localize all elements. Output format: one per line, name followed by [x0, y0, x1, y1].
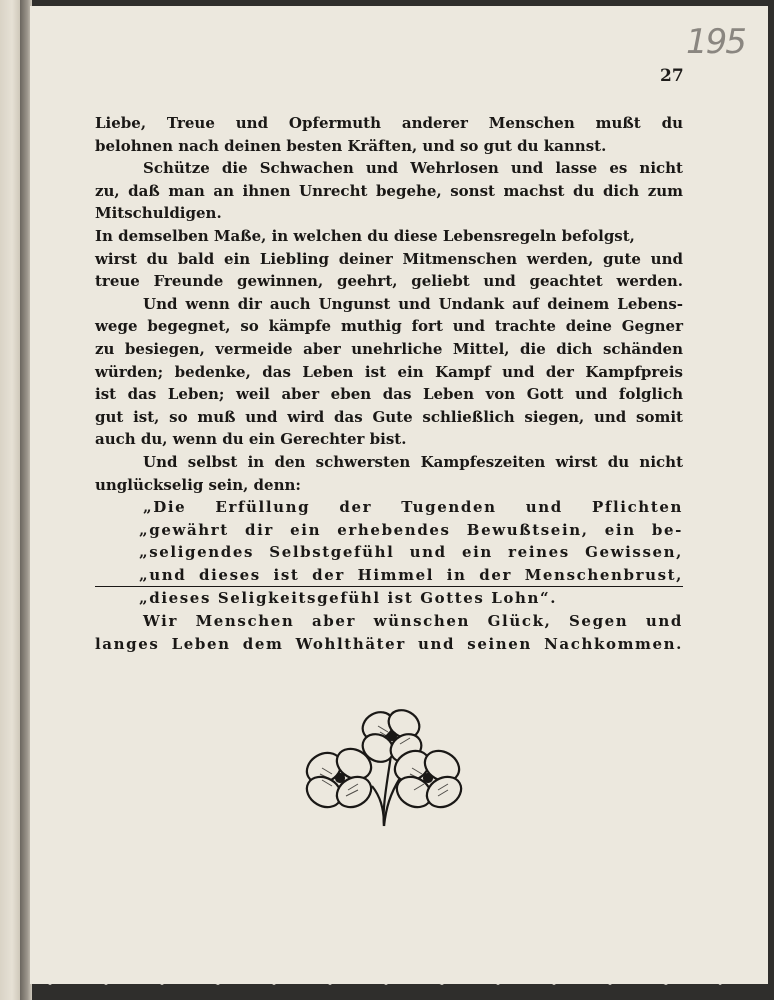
text-line: wege begegnet, so kämpfe muthig fort und trachte deine Gegner — [95, 317, 683, 336]
text-line: Und wenn dir auch Ungunst und Undank auf deinem Lebens- — [143, 294, 683, 313]
quote-line: „gewährt dir ein erhebendes Bewußtsein, ein be- — [139, 520, 683, 539]
quote-line-underlined: „und dieses ist der Himmel in der Menschenbrust, — [95, 564, 683, 588]
text-line: zu, daß man an ihnen Unrecht begehe, sonst machst du dich zum — [95, 181, 683, 200]
text-line: auch du, wenn du ein Gerechter bist. — [95, 430, 407, 449]
quotation — [95, 496, 683, 610]
paragraph-2 — [95, 157, 683, 225]
text-line: zu besiegen, vermeide aber unehrliche Mittel, die dich schänden — [95, 339, 683, 358]
paragraph-3 — [95, 225, 683, 293]
torn-page-edge — [30, 968, 768, 990]
paragraph-5 — [95, 451, 683, 496]
quote-line: „seligendes Selbstgefühl und ein reines Gewissen, — [139, 543, 683, 562]
text-line: In demselben Maße, in welchen du diese Lebensregeln befolgst, — [95, 226, 635, 245]
text-line: ist das Leben; weil aber eben das Leben von Gott und folglich — [95, 385, 683, 404]
paragraph-1 — [95, 112, 683, 157]
closing-paragraph — [95, 610, 683, 655]
quote-line: „Die Erfüllung der Tugenden und Pflichten — [143, 498, 683, 517]
handwritten-folio-number: 195 — [686, 22, 745, 62]
text-line: Schütze die Schwachen und Wehrlosen und lasse es nicht — [143, 159, 683, 178]
text-line: unglückselig sein, denn: — [95, 475, 301, 494]
text-line: gut ist, so muß und wird das Gute schließlich siegen, und somit — [95, 407, 683, 426]
text-line: belohnen nach deinen besten Kräften, und so gut du kannst. — [95, 136, 607, 155]
text-line: würden; bedenke, das Leben ist ein Kampf und der Kampfpreis — [95, 362, 683, 381]
quote-line: „dieses Seligkeitsgefühl ist Gottes Lohn“. — [139, 589, 558, 608]
previous-page-edge — [0, 0, 20, 1000]
text-line: treue Freunde gewinnen, geehrt, geliebt und geachtet werden. — [95, 272, 683, 291]
text-line: Wir Menschen aber wünschen Glück, Segen und — [143, 612, 683, 631]
four-leaf-clover-icon — [292, 698, 474, 830]
paragraph-4 — [95, 293, 683, 451]
text-line: Liebe, Treue und Opfermuth anderer Menschen mußt du — [95, 114, 683, 132]
page-number: 27 — [660, 66, 684, 86]
text-line: Und selbst in den schwersten Kampfeszeiten wirst du nicht — [143, 452, 683, 471]
text-line: wirst du bald ein Liebling deiner Mitmenschen werden, gute und — [95, 249, 683, 268]
text-line: Mitschuldigen. — [95, 204, 222, 223]
text-line: langes Leben dem Wohlthäter und seinen Nachkommen. — [95, 634, 683, 653]
body-text — [95, 112, 683, 655]
